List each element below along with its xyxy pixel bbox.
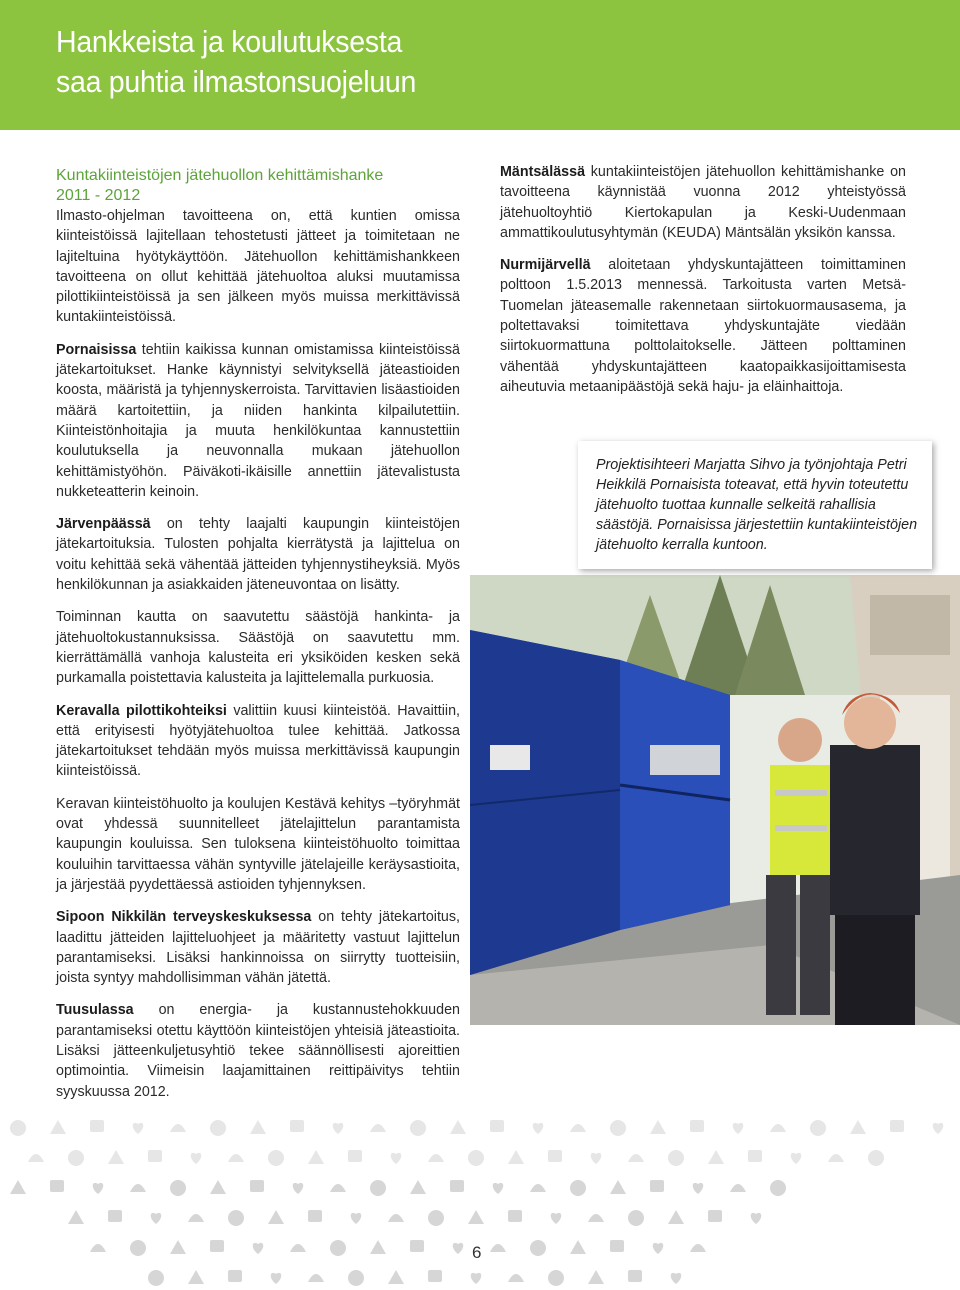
car-icon bbox=[253, 1243, 264, 1254]
mantsala-lead: Mäntsälässä bbox=[500, 164, 586, 180]
mantsala-text: kuntakiinteistöjen jätehuollon kehittämishanke on tavoitteena käynnistää vuonna 2012 yhteistyössä jätehuoltoyhtiö Kiertokapulan ja Keski-Uudenmaan ammattikoulutusyhtymän (KEUDA) Mäntsälän yksikön kanssa. bbox=[500, 164, 906, 241]
bicycle-icon bbox=[708, 1210, 722, 1222]
recycle-icon bbox=[148, 1270, 164, 1286]
house-icon bbox=[391, 1153, 402, 1164]
house-icon bbox=[133, 1123, 144, 1134]
tree-icon bbox=[530, 1184, 546, 1192]
airplane-icon bbox=[570, 1124, 586, 1132]
kerava-paragraph bbox=[56, 701, 460, 782]
house-icon bbox=[271, 1273, 282, 1284]
bicycle-icon bbox=[410, 1240, 424, 1252]
bicycle-icon bbox=[628, 1270, 642, 1282]
leaf-icon bbox=[588, 1270, 604, 1284]
heart-icon bbox=[450, 1180, 464, 1192]
tuusula-lead: Tuusulassa bbox=[56, 1002, 134, 1019]
jarvenpaa-paragraph bbox=[56, 514, 460, 595]
leaf-icon bbox=[708, 1150, 724, 1164]
savings-paragraph: Toiminnan kautta on saavutettu säästöjä hankinta- ja jätehuoltokustannuksissa. Säästöjä on saavutettu mm. kierrättämällä vanhoja kalusteita eri yksiköiden kesken sekä purkamalla poistettavia kalusteita ja lajittelemalla purkuosia. bbox=[56, 609, 460, 687]
sipoo-paragraph bbox=[56, 907, 460, 988]
bus-icon bbox=[468, 1150, 484, 1166]
heart-icon bbox=[690, 1120, 704, 1132]
jarvenpaa-lead: Järvenpäässä bbox=[56, 516, 151, 533]
car-icon bbox=[591, 1153, 602, 1164]
car-icon bbox=[333, 1123, 344, 1134]
bus-icon bbox=[68, 1150, 84, 1166]
house-icon bbox=[671, 1273, 682, 1284]
sipoo-text: on tehty jätekartoitus, laadittu jätteiden lajitteluohjeet ja määritetty vastuut lajittelun parantamiseksi. Lisäksi hankinnoissa on siirrytty tuotteisiin, joista syntyy mahdollisimman vähän jätettä. bbox=[56, 909, 460, 987]
house-icon bbox=[533, 1123, 544, 1134]
leaf-icon bbox=[268, 1210, 284, 1224]
bicycle-icon bbox=[308, 1210, 322, 1222]
car-icon bbox=[551, 1213, 562, 1224]
recycle-icon bbox=[548, 1270, 564, 1286]
house-icon bbox=[693, 1183, 704, 1194]
bus-icon bbox=[868, 1150, 884, 1166]
right-column bbox=[500, 162, 906, 409]
heart-icon bbox=[108, 1210, 122, 1222]
bus-icon bbox=[610, 1120, 626, 1136]
waste-container-photo bbox=[470, 575, 960, 1025]
tree-icon bbox=[228, 1154, 244, 1162]
pornainen-text: tehtiin kaikissa kunnan omistamissa kiinteistöissä jätekartoitukset. Hanke käynnistyi selvityksellä jäteastioiden koosta, määristä ja tyhjennyskerroista. Tarvittavien lisäastioiden määrä kartoitettiin, ja niiden hankinta kilpailutettiin. Kiinteistönhoitajia ja muuta henkilökuntaa kannustettiin koulutuksella ja neuvonnalla mukaan jätehuollon kehittämistyöhön. Päiväkoti-ikäisille annettiin jätevalistusta nukketeatterin keinoin. bbox=[56, 341, 460, 500]
leaf-icon bbox=[450, 1120, 466, 1134]
leaf-icon bbox=[370, 1240, 386, 1254]
recycle-icon bbox=[268, 1150, 284, 1166]
nurmijarvi-paragraph bbox=[500, 255, 906, 397]
title-line-1: Hankkeista ja koulutuksesta bbox=[56, 24, 403, 59]
tree-icon bbox=[290, 1244, 306, 1252]
leaf-icon bbox=[210, 1180, 226, 1194]
mantsala-paragraph bbox=[500, 162, 906, 243]
lightbulb-icon bbox=[650, 1120, 666, 1134]
tree-icon bbox=[770, 1124, 786, 1132]
bicycle-icon bbox=[228, 1270, 242, 1282]
leaf-icon bbox=[668, 1210, 684, 1224]
house-icon bbox=[751, 1213, 762, 1224]
heart-icon bbox=[148, 1150, 162, 1162]
tree-icon bbox=[588, 1214, 604, 1222]
airplane-icon bbox=[330, 1184, 346, 1192]
recycle-icon bbox=[228, 1210, 244, 1226]
tree-icon bbox=[628, 1154, 644, 1162]
pornainen-lead: Pornaisissa bbox=[56, 341, 137, 358]
airplane-icon bbox=[308, 1274, 324, 1282]
lightbulb-icon bbox=[388, 1270, 404, 1284]
bicycle-icon bbox=[890, 1120, 904, 1132]
heart-icon bbox=[210, 1240, 224, 1252]
project-title-line-1: Kuntakiinteistöjen jätehuollon kehittämishanke bbox=[56, 167, 384, 184]
leaf-icon bbox=[850, 1120, 866, 1134]
recycle-icon bbox=[410, 1120, 426, 1136]
bus-icon bbox=[348, 1270, 364, 1286]
tree-icon bbox=[690, 1244, 706, 1252]
car-icon bbox=[191, 1153, 202, 1164]
lightbulb-icon bbox=[68, 1210, 84, 1224]
car-icon bbox=[151, 1213, 162, 1224]
airplane-icon bbox=[730, 1184, 746, 1192]
house-icon bbox=[791, 1153, 802, 1164]
kestava-paragraph: Keravan kiinteistöhuolto ja koulujen Kestävä kehitys –työryhmät ovat yhdessä suunnitelleet jätelajittelun parantamista kaupungin kouluissa. Sen tuloksena kiinteistöhuolto toimittaa kouluihin tarvittaessa vähän syntyville jätelajeille keräysastioita, ja järjestää pyydettäessä astioiden tyhjennyksen. bbox=[56, 795, 460, 893]
bus-icon bbox=[428, 1210, 444, 1226]
bus-icon bbox=[530, 1240, 546, 1256]
heart-icon bbox=[50, 1180, 64, 1192]
heart-icon bbox=[610, 1240, 624, 1252]
tuusula-paragraph bbox=[56, 1000, 460, 1101]
airplane-icon bbox=[490, 1244, 506, 1252]
house-icon bbox=[351, 1213, 362, 1224]
recycle-icon bbox=[668, 1150, 684, 1166]
airplane-icon bbox=[828, 1154, 844, 1162]
header-banner bbox=[0, 0, 960, 130]
airplane-icon bbox=[388, 1214, 404, 1222]
page-number: 6 bbox=[472, 1243, 482, 1262]
car-icon bbox=[493, 1183, 504, 1194]
heart-icon bbox=[508, 1210, 522, 1222]
left-column bbox=[56, 166, 460, 1114]
intro-paragraph: Ilmasto-ohjelman tavoitteena on, että kuntien omissa kiinteistöissä lajitellaan tehostetusti jätteet ja toimitetaan ne lajiteltuina hyötykäyttöön. Jätehuollon kehittämishankkeen tavoitteena on ollut kehittää jätehuoltoa aluksi muutamissa pilottikiinteistöissä ja sen jälkeen myös muissa merkittävissä kuntakiinteistöissä. bbox=[56, 208, 460, 326]
recycle-icon bbox=[628, 1210, 644, 1226]
heart-icon bbox=[548, 1150, 562, 1162]
pornainen-paragraph bbox=[56, 340, 460, 502]
bus-icon bbox=[370, 1180, 386, 1196]
airplane-icon bbox=[428, 1154, 444, 1162]
leaf-icon bbox=[610, 1180, 626, 1194]
bus-icon bbox=[130, 1240, 146, 1256]
bus-icon bbox=[210, 1120, 226, 1136]
bicycle-icon bbox=[90, 1120, 104, 1132]
kerava-text: valittiin kuusi kiinteistöä. Havaittiin, että erityisesti hyötyjätehuoltoa tulee kehittää. Jatkossa jätekartoitukset tehdään myös muissa merkittävissä kaupungin kiinteistöissä. bbox=[56, 702, 460, 780]
house-icon bbox=[453, 1243, 464, 1254]
heart-icon bbox=[290, 1120, 304, 1132]
bicycle-icon bbox=[748, 1150, 762, 1162]
tuusula-text: on energia- ja kustannustehokkuuden parantamiseksi otettu käyttöön kiinteistöjen yhteisiä jäteastioita. Lisäksi jätteenkuljetusyhtiö tekee säännöllisesti ajoreittien optimointia. Viimeisin laajamittainen reittipäivitys tehtiin syyskuussa 2012. bbox=[56, 1002, 460, 1100]
bicycle-icon bbox=[250, 1180, 264, 1192]
lightbulb-icon bbox=[250, 1120, 266, 1134]
bicycle-icon bbox=[650, 1180, 664, 1192]
project-title-line-2: 2011 - 2012 bbox=[56, 187, 141, 204]
tree-icon bbox=[370, 1124, 386, 1132]
project-title bbox=[56, 166, 460, 206]
lightbulb-icon bbox=[10, 1180, 26, 1194]
lightbulb-icon bbox=[108, 1150, 124, 1164]
recycle-icon bbox=[810, 1120, 826, 1136]
page-title bbox=[56, 22, 416, 102]
recycle-icon bbox=[10, 1120, 26, 1136]
bicycle-icon bbox=[490, 1120, 504, 1132]
title-line-2: saa puhtia ilmastonsuojeluun bbox=[56, 64, 417, 99]
car-icon bbox=[471, 1273, 482, 1284]
photo-caption: Projektisihteeri Marjatta Sihvo ja työnjohtaja Petri Heikkilä Pornaisista toteavat, että hyvin toteutettu jätehuolto tuottaa kunnalle selkeitä rahallisia säästöjä. Pornaisissa järjestettiin kuntakiinteistöjen jätehuolto kerralla kuntoon. bbox=[578, 441, 932, 569]
recycle-icon bbox=[330, 1240, 346, 1256]
tree-icon bbox=[188, 1214, 204, 1222]
house-icon bbox=[293, 1183, 304, 1194]
lightbulb-icon bbox=[170, 1240, 186, 1254]
nurmijarvi-lead: Nurmijärvellä bbox=[500, 257, 591, 274]
nurmijarvi-text: aloitetaan yhdyskuntajätteen toimittaminen polttoon 1.5.2013 mennessä. Tarkoitusta varten Metsä-Tuomelan jäteasemalle rakennetaan siirtokuormausasema, ja poltettavaksi toimitettava yhdyskuntajäte viedään siirtokuormattuna polttolaitokselle. Jätteen polttaminen vähentää yhdyskuntajätteen kaatopaikkasijoittamisesta aiheutuvia metaanipäästöjä sekä haju- ja eläinhaittoja. bbox=[500, 257, 906, 395]
lightbulb-icon bbox=[468, 1210, 484, 1224]
airplane-icon bbox=[28, 1154, 44, 1162]
leaf-icon bbox=[50, 1120, 66, 1134]
airplane-icon bbox=[170, 1124, 186, 1132]
tree-icon bbox=[508, 1274, 524, 1282]
jarvenpaa-text: on tehty laajalti kaupungin kiinteistöjen jätekartoituksia. Tulosten pohjalta kierrätystä ja lajittelua on voitu kehittää sekä vähentää jätteiden tyhjennystiheyksiä. Myös henkilökunnan ja asiakkaiden jäteneuvontaa on lisätty. bbox=[56, 516, 460, 594]
lightbulb-icon bbox=[570, 1240, 586, 1254]
tree-icon bbox=[130, 1184, 146, 1192]
recycle-icon bbox=[570, 1180, 586, 1196]
car-icon bbox=[653, 1243, 664, 1254]
leaf-icon bbox=[188, 1270, 204, 1284]
house-icon bbox=[933, 1123, 944, 1134]
car-icon bbox=[733, 1123, 744, 1134]
bus-icon bbox=[770, 1180, 786, 1196]
lightbulb-icon bbox=[410, 1180, 426, 1194]
airplane-icon bbox=[90, 1244, 106, 1252]
leaf-icon bbox=[308, 1150, 324, 1164]
lightbulb-icon bbox=[508, 1150, 524, 1164]
recycle-icon bbox=[170, 1180, 186, 1196]
photo-illustration bbox=[470, 575, 960, 1025]
heart-icon bbox=[428, 1270, 442, 1282]
sipoo-lead: Sipoon Nikkilän terveyskeskuksessa bbox=[56, 909, 312, 926]
kerava-lead: Keravalla pilottikohteiksi bbox=[56, 702, 227, 719]
car-icon bbox=[93, 1183, 104, 1194]
bicycle-icon bbox=[348, 1150, 362, 1162]
